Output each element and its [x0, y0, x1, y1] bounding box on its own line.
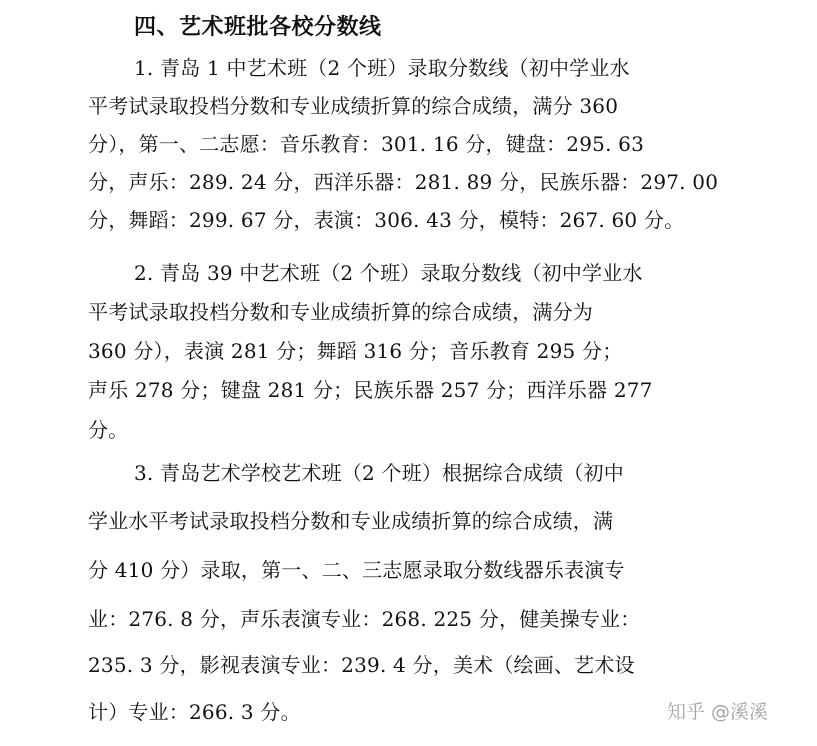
- paragraph-line: 3. 青岛艺术学校艺术班（2 个班）根据综合成绩（初中: [134, 461, 624, 485]
- zhihu-watermark: 知乎 @溪溪: [667, 701, 769, 723]
- paragraph-line: 平考试录取投档分数和专业成绩折算的综合成绩，满分 360: [88, 94, 619, 118]
- paragraph-line: 平考试录取投档分数和专业成绩折算的综合成绩，满分为: [88, 300, 593, 324]
- paragraph-line: 分。: [88, 418, 129, 442]
- paragraph-line: 分，舞蹈：299. 67 分，表演：306. 43 分，模特：267. 60 分。: [88, 208, 685, 232]
- paragraph-line: 分，声乐：289. 24 分，西洋乐器：281. 89 分，民族乐器：297. 00: [88, 170, 719, 194]
- paragraph-line: 计）专业：266. 3 分。: [88, 700, 301, 724]
- paragraph-line: 业：276. 8 分，声乐表演专业：268. 225 分，健美操专业：: [88, 607, 641, 631]
- paragraph-line: 学业水平考试录取投档分数和专业成绩折算的综合成绩，满: [88, 509, 614, 533]
- paragraph-line: 2. 青岛 39 中艺术班（2 个班）录取分数线（初中学业水: [134, 261, 643, 285]
- paragraph-line: 声乐 278 分；键盘 281 分；民族乐器 257 分；西洋乐器 277: [88, 378, 653, 402]
- paragraph-line: 分），第一、二志愿：音乐教育：301. 16 分，键盘：295. 63: [88, 132, 645, 156]
- paragraph-line: 360 分），表演 281 分；舞蹈 316 分；音乐教育 295 分；: [88, 339, 623, 363]
- paragraph-line: 1. 青岛 1 中艺术班（2 个班）录取分数线（初中学业水: [134, 56, 630, 80]
- section-heading: 四、艺术班批各校分数线: [134, 15, 382, 40]
- paragraph-line: 分 410 分）录取，第一、二、三志愿录取分数线器乐表演专: [88, 558, 625, 582]
- paragraph-line: 235. 3 分，影视表演专业：239. 4 分，美术（绘画、艺术设: [88, 653, 635, 677]
